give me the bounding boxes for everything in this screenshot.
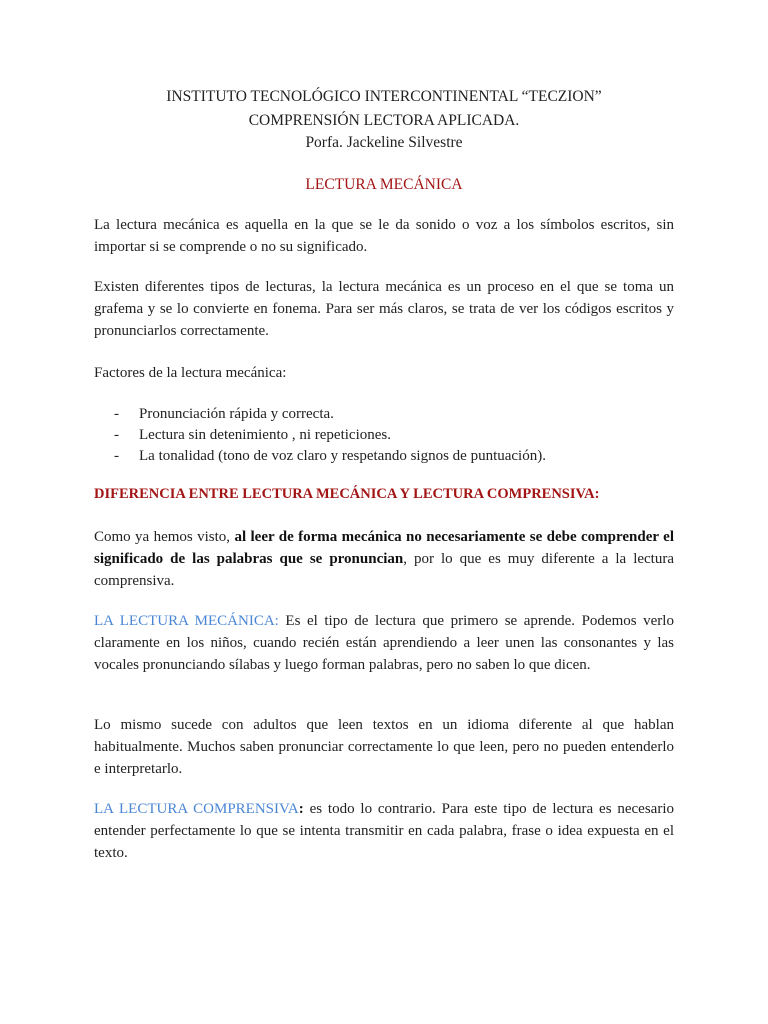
paragraph-adults: Lo mismo sucede con adultos que leen textos en un idioma diferente al que hablan habitualmente. Muchos saben pronunciar correctamente lo que leen, pero no pueden entenderlo e interpretarlo. — [94, 717, 674, 777]
comparison-intro: Como ya hemos visto, — [94, 529, 235, 545]
comprehensive-text: es todo lo contrario. Para este tipo de lectura es necesario entender perfectamente lo que se intenta transmitir en cada palabra, frase o idea expuesta en el texto. — [94, 801, 674, 861]
list-dash: - — [114, 448, 119, 464]
paragraph-mechanical — [94, 610, 674, 676]
course-name: COMPRENSIÓN LECTORA APLICADA. — [248, 112, 520, 129]
list-item — [114, 404, 674, 425]
mechanical-label: LA LECTURA MECÁNICA: — [94, 613, 279, 629]
list-item-text: La tonalidad (tono de voz claro y respetando signos de puntuación). — [139, 448, 546, 464]
teacher-name: Porfa. Jackeline Silvestre — [305, 134, 463, 151]
institute-name: INSTITUTO TECNOLÓGICO INTERCONTINENTAL “TECZION” — [166, 88, 602, 105]
paragraph-definition: La lectura mecánica es aquella en la que se le da sonido o voz a los símbolos escritos, sin importar si se comprende o no su significado. — [94, 217, 674, 255]
paragraph-types: Existen diferentes tipos de lecturas, la lectura mecánica es un proceso en el que se toma un grafema y se lo convierte en fonema. Para ser más claros, se trata de ver los códigos escritos y pronunciarlos correctamente. — [94, 279, 674, 339]
comprehensive-label: LA LECTURA COMPRENSIVA — [94, 801, 299, 817]
factors-intro: Factores de la lectura mecánica: — [94, 365, 287, 381]
mechanical-text: Es el tipo de lectura que primero se aprende. Podemos verlo claramente en los niños, cuando recién están aprendiendo a leer unen las consonantes y las vocales pronunciando sílabas y luego forman palabras, pero no saben lo que dicen. — [94, 613, 674, 673]
comparison-outro: , por lo que es muy diferente a la lectura comprensiva. — [94, 551, 674, 589]
list-item — [114, 425, 674, 446]
list-dash: - — [114, 427, 119, 443]
paragraph-comparison — [94, 526, 674, 592]
list-dash: - — [114, 406, 119, 422]
difference-heading: DIFERENCIA ENTRE LECTURA MECÁNICA Y LECTURA COMPRENSIVA: — [94, 486, 600, 502]
factors-list — [114, 404, 674, 467]
comprehensive-colon: : — [298, 801, 304, 817]
paragraph-comprehensive — [94, 798, 674, 864]
document-title: LECTURA MECÁNICA — [305, 176, 463, 193]
list-item-text: Pronunciación rápida y correcta. — [139, 406, 334, 422]
list-item — [114, 446, 674, 467]
comparison-emphasis: al leer de forma mecánica no necesariamente se debe comprender el significado de las palabras que se pronuncian — [94, 529, 674, 567]
list-item-text: Lectura sin detenimiento , ni repeticiones. — [139, 427, 391, 443]
